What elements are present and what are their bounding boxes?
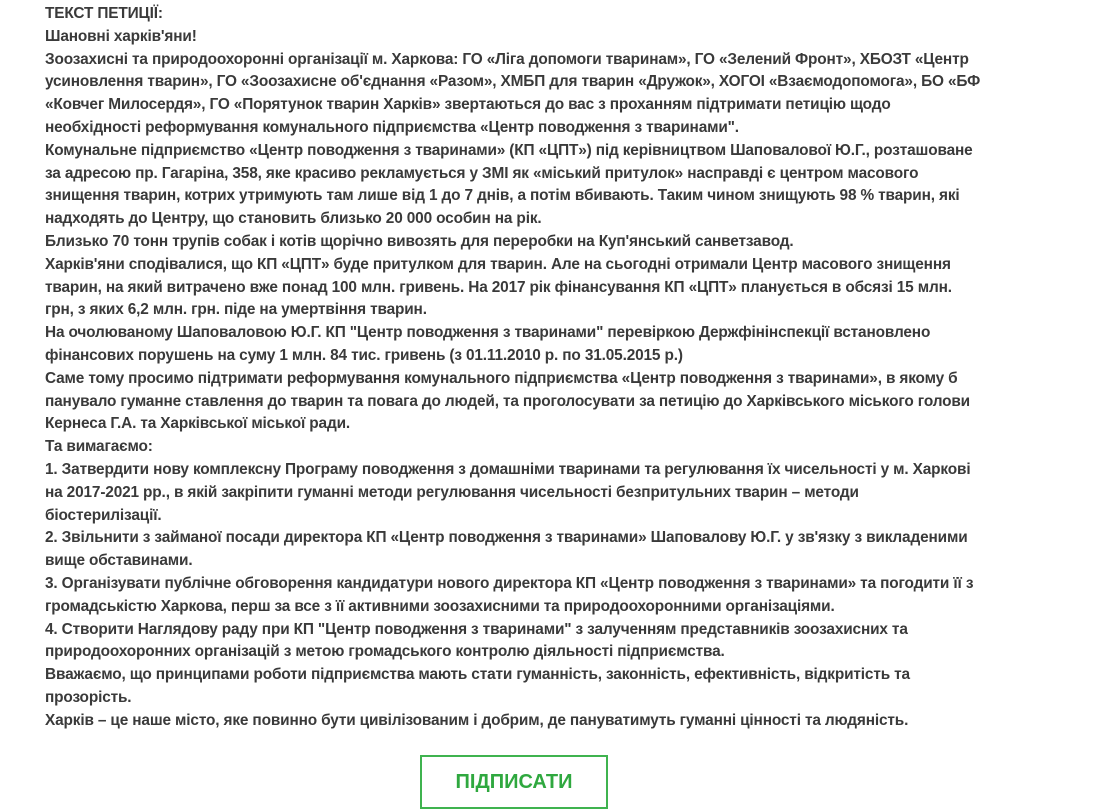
petition-line: Кернеса Г.А. та Харківської міської ради.	[45, 415, 351, 433]
petition-line: 1. Затвердити нову комплексну Програму поводження з домашніми тваринами та регулювання їх чисельності у м. Харкові	[45, 460, 971, 478]
petition-line: Та вимагаємо:	[45, 438, 153, 456]
petition-line: прозорість.	[45, 688, 132, 706]
petition-line: панувало гуманне ставлення до тварин та повага до людей, та проголосувати за петицію до Харківського міського голови	[45, 392, 970, 410]
petition-line: Харків'яни сподівалися, що КП «ЦПТ» буде притулком для тварин. Але на сьогодні отримали Центр масового знищення	[45, 255, 951, 273]
petition-line: за адресою пр. Гагаріна, 358, яке красиво рекламується у ЗМІ як «міський притулок» насправді є центром масового	[45, 164, 919, 182]
petition-line: біостерилізації.	[45, 506, 162, 524]
petition-line: громадськістю Харкова, перш за все з її активними зоозахисними та природоохоронними організаціями.	[45, 597, 835, 615]
petition-line: вище обставинами.	[45, 552, 193, 570]
petition-line: усиновлення тварин», ГО «Зоозахисне об'єднання «Разом», ХМБП для тварин «Дружок», ХОГОІ «Взаємодопомога», БО «БФ	[45, 73, 981, 91]
petition-line: 2. Звільнити з займаної посади директора КП «Центр поводження з тваринами» Шаповалову Ю.Г. у зв'язку з викладеними	[45, 529, 968, 547]
petition-text	[45, 3, 1005, 733]
petition-line: «Ковчег Милосердя», ГО «Порятунок тварин Харків» звертаються до вас з проханням підтримати петицію щодо	[45, 96, 891, 114]
petition-line: Зоозахисні та природоохоронні організації м. Харкова: ГО «Ліга допомоги тваринам», ГО «Зелений Фронт», ХБОЗТ «Центр	[45, 50, 969, 68]
petition-line: на 2017-2021 рр., в якій закріпити гуманні методи регулювання чисельності безпритульних тварин – методи	[45, 483, 859, 501]
petition-line: Саме тому просимо підтримати реформування комунального підприємства «Центр поводження з тваринами», в якому б	[45, 369, 958, 387]
petition-line: Близько 70 тонн трупів собак і котів щорічно вивозять для переробки на Куп'янський санветзавод.	[45, 232, 794, 250]
petition-line: природоохоронних організацій з метою громадського контролю діяльності підприємства.	[45, 643, 725, 661]
petition-heading: ТЕКСТ ПЕТИЦІЇ:	[45, 5, 163, 22]
sign-button-wrap	[420, 755, 608, 809]
petition-line: На очолюваному Шаповаловою Ю.Г. КП "Центр поводження з тваринами" перевіркою Держфінінспекції встановлено	[45, 324, 931, 342]
petition-line: надходять до Центру, що становить близько 20 000 особин на рік.	[45, 210, 542, 228]
petition-line: необхідності реформування комунального підприємства «Центр поводження з тваринами".	[45, 118, 739, 136]
petition-line: фінансових порушень на суму 1 млн. 84 тис. гривень (з 01.11.2010 р. по 31.05.2015 р.)	[45, 346, 683, 364]
petition-line: 3. Організувати публічне обговорення кандидатури нового директора КП «Центр поводження з тваринами» та погодити її з	[45, 574, 974, 592]
petition-line: тварин, на який витрачено вже понад 100 млн. гривень. На 2017 рік фінансування КП «ЦПТ» планується в обсязі 15 млн.	[45, 278, 952, 296]
petition-line: Комунальне підприємство «Центр поводження з тваринами» (КП «ЦПТ») під керівництвом Шаповалової Ю.Г., розташоване	[45, 141, 973, 159]
petition-line: знищення тварин, котрих утримують там лише від 1 до 7 днів, а потім вбивають. Таким чином знищують 98 % тварин, які	[45, 187, 960, 205]
petition-line: 4. Створити Наглядову раду при КП "Центр поводження з тваринами" з залученням представників зоозахисних та	[45, 620, 908, 638]
petition-line: грн, з яких 6,2 млн. грн. піде на умертвіння тварин.	[45, 301, 427, 319]
petition-line: Вважаємо, що принципами роботи підприємства мають стати гуманність, законність, ефективність, відкритість та	[45, 666, 910, 684]
petition-line: Шановні харків'яни!	[45, 27, 197, 45]
petition-body	[45, 26, 1005, 733]
petition-line: Харків – це наше місто, яке повинно бути цивілізованим і добрим, де пануватимуть гуманні цінності та людяність.	[45, 711, 909, 729]
sign-petition-button[interactable]: ПІДПИСАТИ	[420, 755, 608, 809]
